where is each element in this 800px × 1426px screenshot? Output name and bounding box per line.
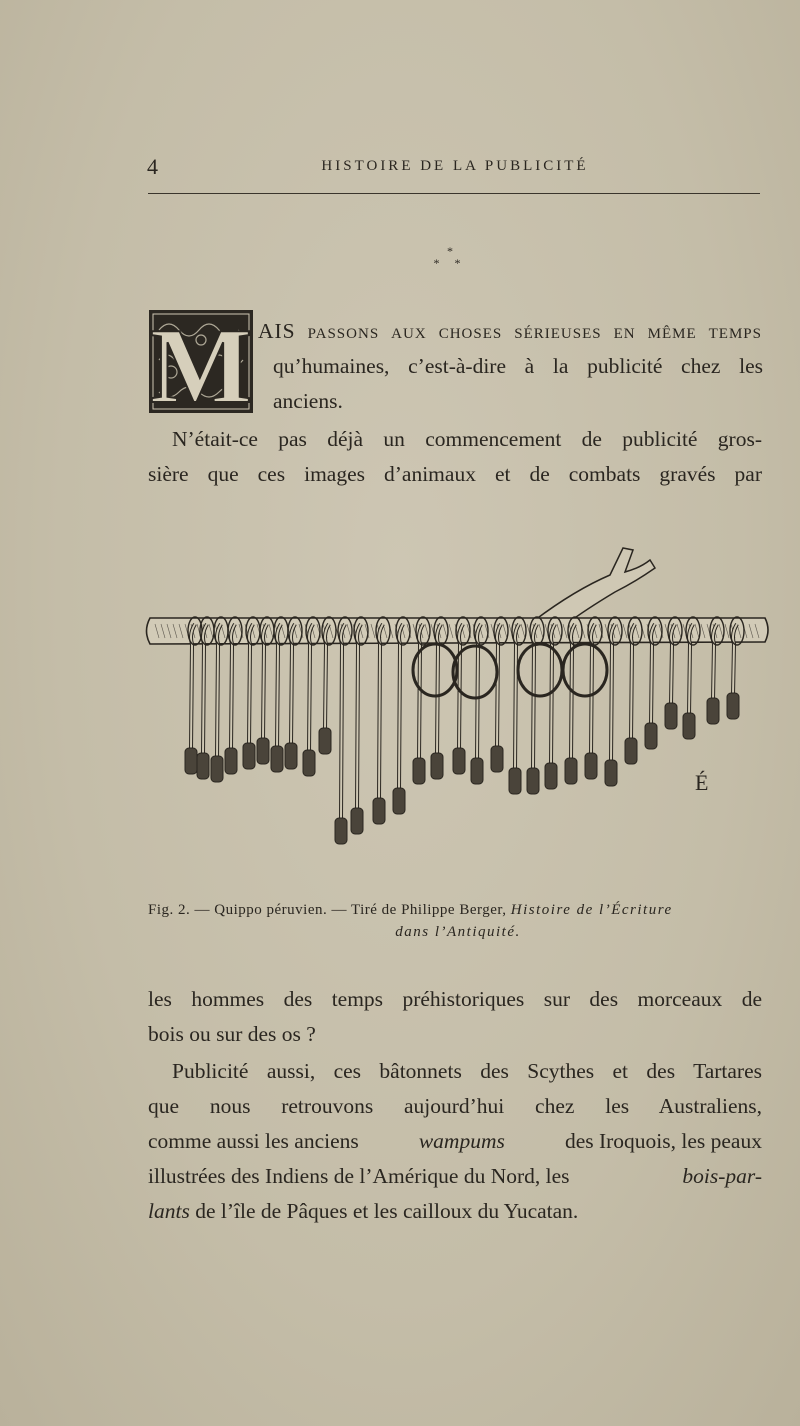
paragraph-4-line-4 [148, 1159, 762, 1194]
pendant-cord [393, 617, 410, 814]
header-rule [148, 193, 760, 194]
cord-loop [563, 644, 607, 696]
paragraph-4-line-1: Publicité aussi, ces bâtonnets des Scythes et des Tartares [172, 1059, 762, 1083]
figure-caption-line-1 [148, 902, 768, 919]
pendant-cord [373, 617, 390, 824]
paragraph-1-line-1 [258, 314, 762, 349]
caption-prefix: Fig. 2. — Quippo péruvien. — Tiré de Philippe Berger, [148, 902, 507, 918]
paragraph-1-line-3: anciens. [273, 389, 343, 413]
bois-parlants-term-end: lants [148, 1199, 190, 1223]
bois-parlants-term: bois-par- [682, 1164, 762, 1188]
paragraph-2-line-2: sière que ces images d’animaux et de combats gravés par [148, 462, 762, 486]
paragraph-3-line-2: bois ou sur des os ? [148, 1022, 316, 1046]
text-segment: illustrées des Indiens de l’Amérique du Nord, les [148, 1164, 570, 1188]
asterism-bottom: * * [433, 256, 467, 270]
figure-caption-line-2: dans l’Antiquité. [395, 924, 521, 940]
quipu-illustration [145, 520, 770, 880]
cord-loop [518, 644, 562, 696]
asterism-ornament [430, 245, 470, 269]
drop-cap-ornament [149, 310, 253, 413]
drop-cap-letter: M [150, 310, 252, 413]
text-segment: des Iroquois, les peaux [564, 1129, 762, 1153]
asterism-top: * [447, 244, 453, 258]
pendant-cord [335, 617, 352, 844]
text-line: AIS passons aux choses sérieuses en même temps [258, 319, 762, 343]
text-segment: comme aussi les anciens [148, 1129, 359, 1153]
paragraph-4-line-3 [148, 1124, 762, 1159]
paragraph-2-line-1: N’était-ce pas déjà un commencement de publicité gros- [172, 427, 762, 451]
wampums-term: wampums [418, 1129, 505, 1153]
paragraph-1-line-2: qu’humaines, c’est-à-dire à la publicité chez les [273, 354, 763, 378]
page-number: 4 [147, 154, 158, 179]
caption-title-1: Histoire de l’Écriture [510, 902, 673, 918]
paragraph-4-line-5 [148, 1194, 578, 1229]
paragraph-4-line-2: que nous retrouvons aujourd’hui chez les Australiens, [148, 1094, 762, 1118]
illustrator-signature: É [695, 770, 709, 795]
paragraph-3-line-1: les hommes des temps préhistoriques sur des morceaux de [148, 987, 762, 1011]
running-title: HISTOIRE DE LA PUBLICITÉ [321, 158, 589, 174]
text-segment: de l’île de Pâques et les cailloux du Yucatan. [195, 1199, 579, 1223]
pendant-cord [351, 617, 368, 834]
